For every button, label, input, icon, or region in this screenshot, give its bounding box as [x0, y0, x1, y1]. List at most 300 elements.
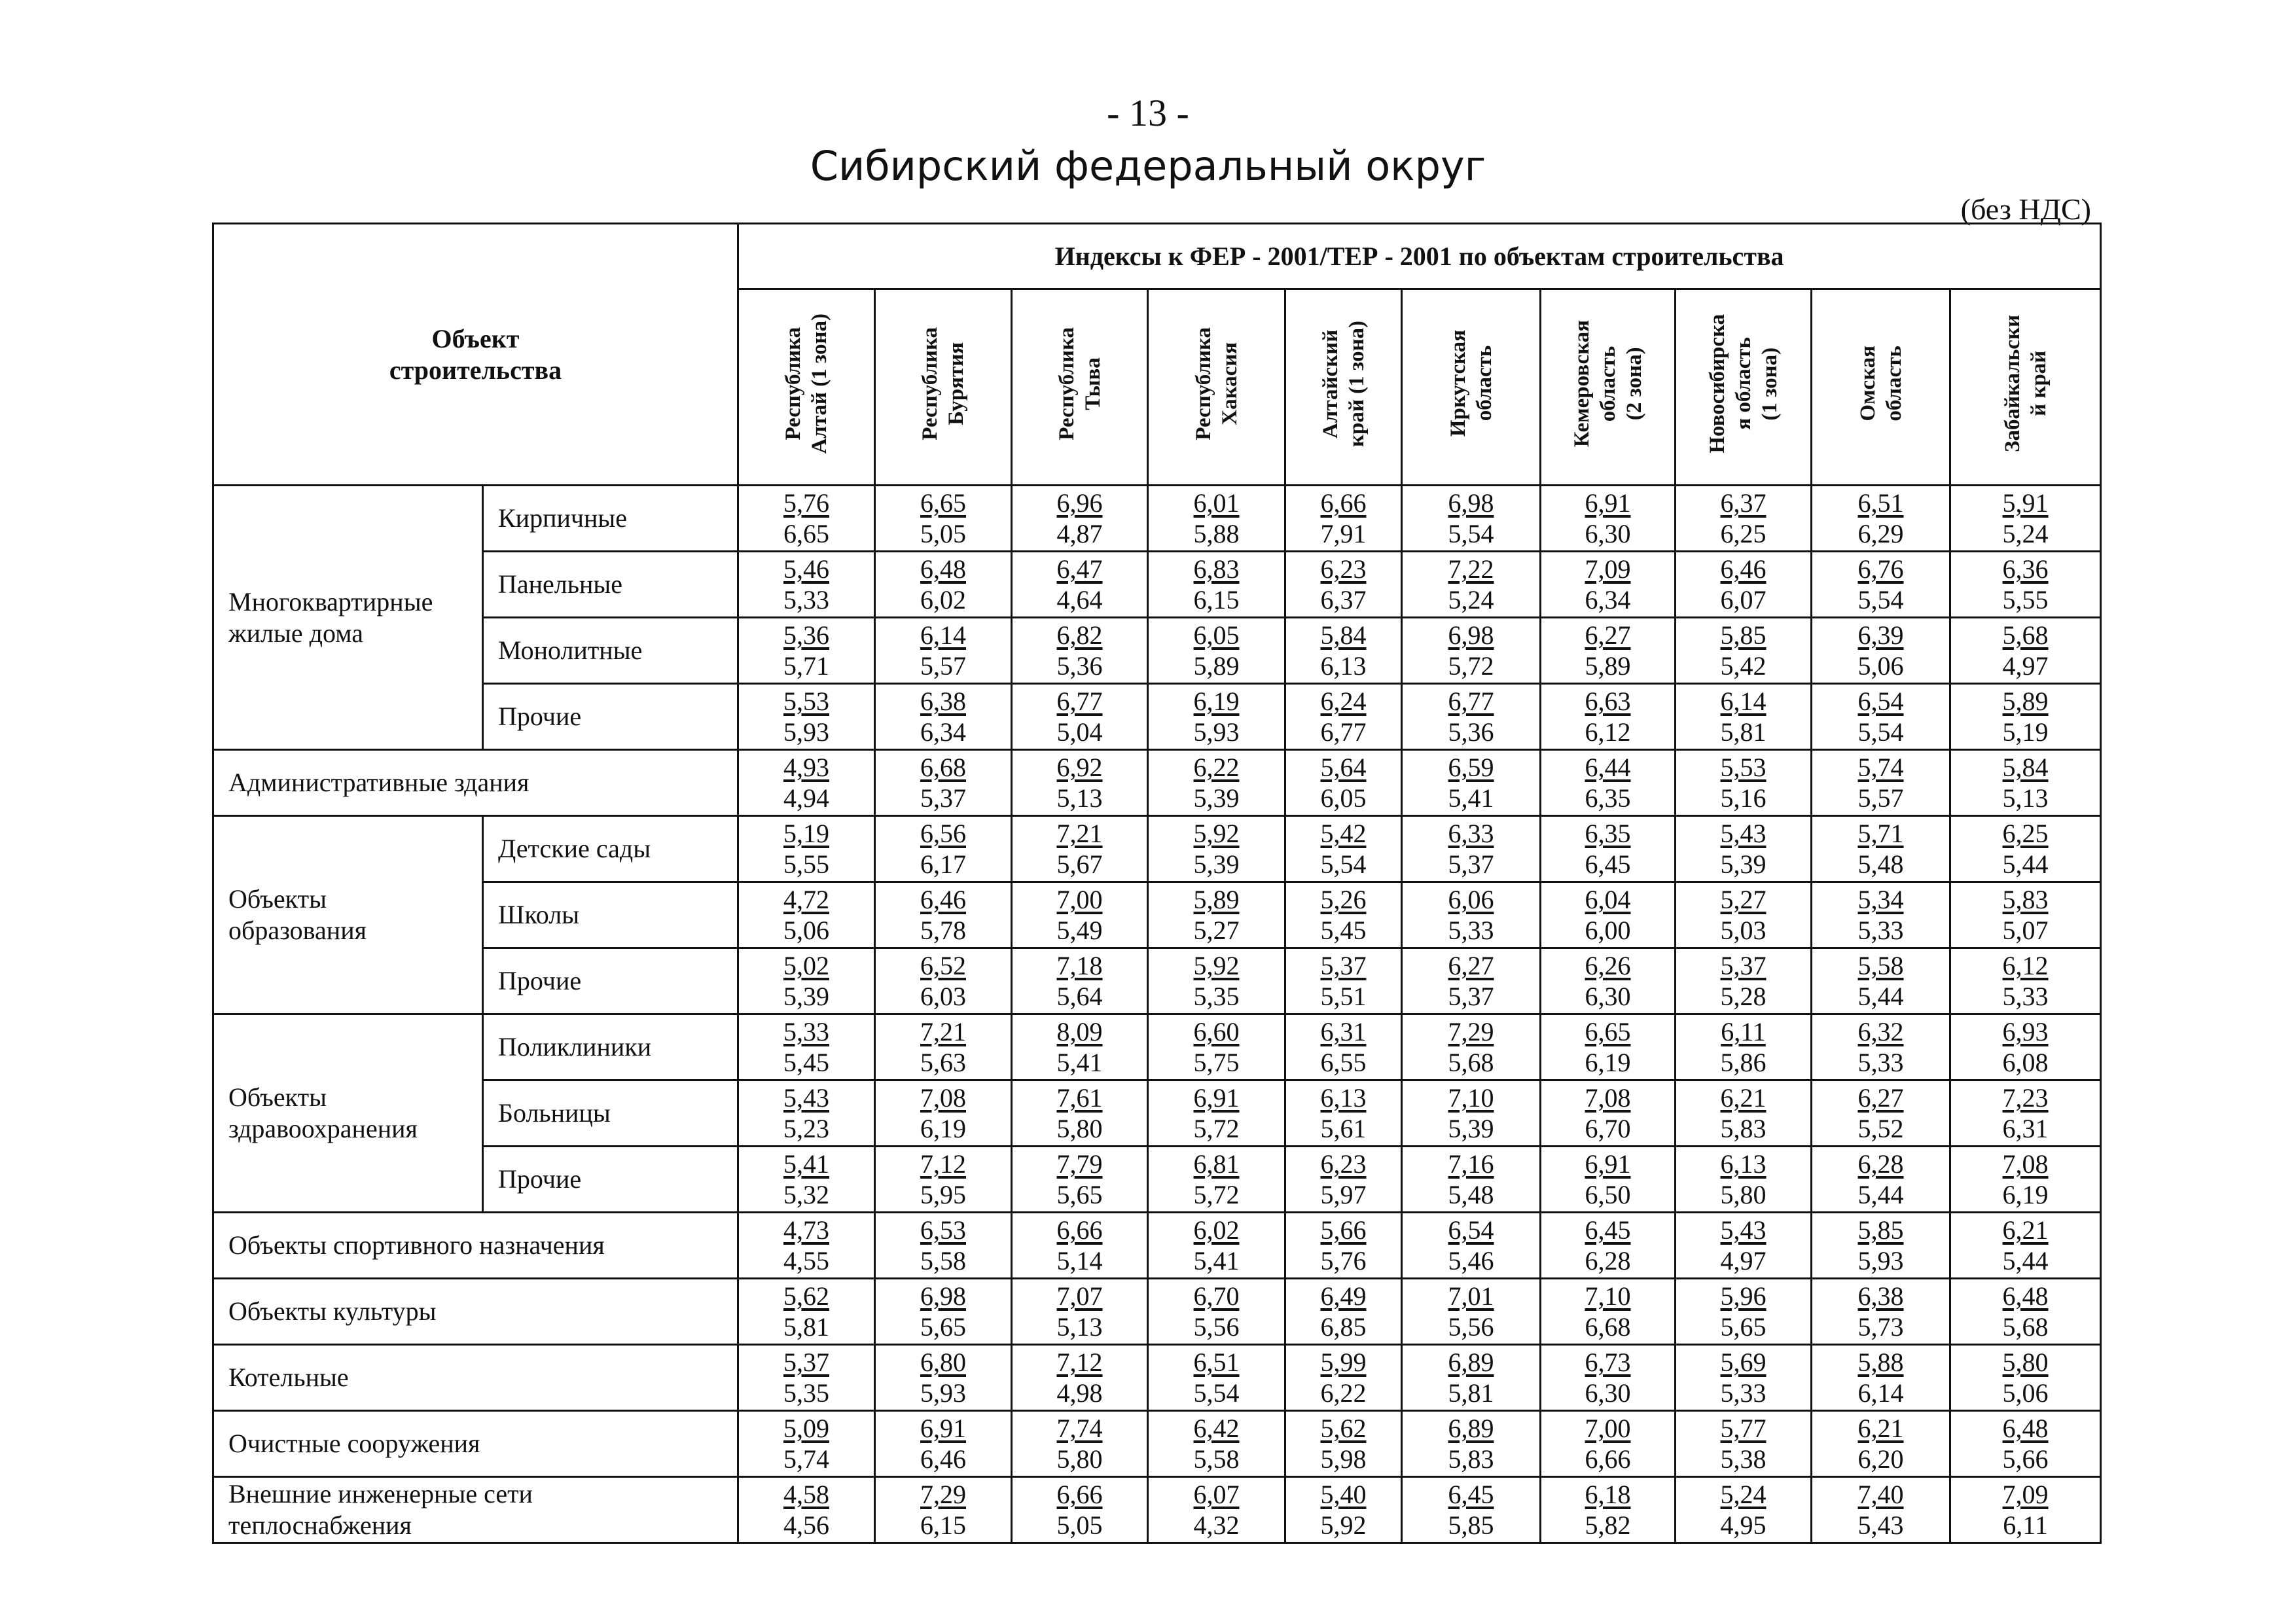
index-cell	[738, 1213, 875, 1279]
fer-index-value: 6,14	[1720, 687, 1767, 716]
fer-index-value: 6,36	[2002, 554, 2049, 584]
index-cell	[1402, 1213, 1541, 1279]
index-cell	[1012, 750, 1148, 816]
fer-index-value: 6,01	[1193, 488, 1240, 518]
ter-index-value: 5,06	[2002, 1378, 2049, 1408]
ter-index-value: 6,65	[783, 519, 829, 548]
fer-index-value: 6,96	[1056, 488, 1103, 518]
ter-index-value: 6,70	[1585, 1114, 1631, 1143]
ter-index-value: 5,24	[1448, 585, 1494, 615]
index-cell	[738, 684, 875, 750]
index-cell	[1541, 486, 1676, 552]
ter-index-value: 5,82	[1585, 1510, 1631, 1540]
fer-index-value: 4,58	[783, 1480, 829, 1509]
ter-index-value: 4,95	[1720, 1510, 1767, 1540]
ter-index-value: 5,81	[783, 1312, 829, 1342]
page-number: - 13 -	[1107, 92, 1189, 134]
fer-index-value: 7,09	[2002, 1480, 2049, 1509]
index-cell	[1402, 1411, 1541, 1477]
region-header-cell	[1950, 289, 2101, 486]
fer-index-value: 5,19	[783, 819, 829, 848]
fer-index-value: 6,33	[1448, 819, 1494, 848]
ter-index-value: 5,93	[1193, 717, 1240, 747]
ter-index-value: 5,37	[920, 783, 966, 813]
fer-index-value: 6,73	[1585, 1347, 1631, 1377]
fer-index-value: 6,91	[1193, 1083, 1240, 1113]
index-cell	[1148, 552, 1285, 618]
fer-index-value: 6,24	[1320, 687, 1367, 716]
ter-index-value: 5,55	[2002, 585, 2049, 615]
fer-index-value: 6,26	[1585, 951, 1631, 980]
category-cell: Объекты здравоохранения	[213, 1014, 483, 1213]
table-row	[213, 1014, 2101, 1080]
fer-index-value: 6,46	[920, 885, 966, 914]
fer-index-value: 6,65	[920, 488, 966, 518]
ter-index-value: 5,68	[1448, 1048, 1494, 1077]
fer-index-value: 6,59	[1448, 753, 1494, 782]
ter-index-value: 4,87	[1056, 519, 1103, 548]
fer-index-value: 5,58	[1857, 951, 1904, 980]
index-cell	[1148, 1345, 1285, 1411]
index-cell	[1402, 1080, 1541, 1147]
ter-index-value: 6,31	[2002, 1114, 2049, 1143]
ter-index-value: 5,39	[1193, 849, 1240, 879]
ter-index-value: 6,12	[1585, 717, 1631, 747]
index-cell	[1676, 1147, 1812, 1213]
index-cell	[1541, 1213, 1676, 1279]
fer-index-value: 5,43	[783, 1083, 829, 1113]
fer-index-value: 6,48	[920, 554, 966, 584]
category-cell: Объекты спортивного назначения	[213, 1213, 738, 1279]
index-cell	[1148, 1279, 1285, 1345]
ter-index-value: 5,97	[1320, 1180, 1367, 1209]
index-cell	[1148, 1477, 1285, 1543]
index-cell	[738, 618, 875, 684]
fer-index-value: 5,27	[1720, 885, 1767, 914]
index-cell	[738, 948, 875, 1014]
ter-index-value: 5,73	[1857, 1312, 1904, 1342]
region-name: Республика Тыва	[1054, 327, 1105, 440]
fer-index-value: 7,07	[1056, 1281, 1103, 1311]
fer-index-value: 6,07	[1193, 1480, 1240, 1509]
ter-index-value: 5,42	[1720, 651, 1767, 681]
index-cell	[1285, 684, 1402, 750]
fer-index-value: 6,51	[1857, 488, 1904, 518]
fer-index-value: 7,22	[1448, 554, 1494, 584]
index-table	[212, 223, 2102, 1544]
ter-index-value: 5,39	[783, 982, 829, 1011]
index-cell	[1012, 1014, 1148, 1080]
index-cell	[875, 882, 1012, 948]
ter-index-value: 5,92	[1320, 1510, 1367, 1540]
fer-index-value: 6,77	[1056, 687, 1103, 716]
header-row-top	[213, 224, 2101, 289]
fer-index-value: 6,56	[920, 819, 966, 848]
category-cell: Котельные	[213, 1345, 738, 1411]
fer-index-value: 5,68	[2002, 620, 2049, 650]
ter-index-value: 5,06	[783, 916, 829, 945]
fer-index-value: 6,81	[1193, 1149, 1240, 1179]
fer-index-value: 7,12	[1056, 1347, 1103, 1377]
fer-index-value: 6,28	[1857, 1149, 1904, 1179]
ter-index-value: 7,91	[1320, 519, 1367, 548]
index-cell	[1012, 1345, 1148, 1411]
index-cell	[1285, 1477, 1402, 1543]
index-cell	[1402, 684, 1541, 750]
fer-index-value: 5,64	[1320, 753, 1367, 782]
region-header-cell	[1285, 289, 1402, 486]
ter-index-value: 5,36	[1056, 651, 1103, 681]
ter-index-value: 6,15	[1193, 585, 1240, 615]
fer-index-value: 6,46	[1720, 554, 1767, 584]
index-cell	[1950, 1080, 2101, 1147]
index-cell	[1402, 882, 1541, 948]
fer-index-value: 6,98	[920, 1281, 966, 1311]
subcategory-cell: Прочие	[483, 948, 738, 1014]
fer-index-value: 6,60	[1193, 1017, 1240, 1046]
ter-index-value: 5,66	[2002, 1444, 2049, 1474]
ter-index-value: 5,33	[783, 585, 829, 615]
ter-index-value: 5,68	[2002, 1312, 2049, 1342]
ter-index-value: 6,19	[2002, 1180, 2049, 1209]
index-cell	[1402, 1147, 1541, 1213]
ter-index-value: 6,77	[1320, 717, 1367, 747]
index-cell	[1148, 486, 1285, 552]
index-cell	[1676, 1213, 1812, 1279]
fer-index-value: 4,93	[783, 753, 829, 782]
fer-index-value: 6,38	[1857, 1281, 1904, 1311]
index-cell	[1285, 1345, 1402, 1411]
table-row	[213, 1080, 2101, 1147]
index-cell	[1950, 618, 2101, 684]
fer-index-value: 5,33	[783, 1017, 829, 1046]
index-cell	[1950, 882, 2101, 948]
ter-index-value: 6,19	[920, 1114, 966, 1143]
ter-index-value: 4,97	[2002, 651, 2049, 681]
ter-index-value: 5,37	[1448, 849, 1494, 879]
ter-index-value: 6,34	[920, 717, 966, 747]
ter-index-value: 4,55	[783, 1246, 829, 1275]
fer-index-value: 6,11	[1721, 1017, 1766, 1046]
region-header-cell	[738, 289, 875, 486]
ter-index-value: 5,03	[1720, 916, 1767, 945]
ter-index-value: 6,02	[920, 585, 966, 615]
index-cell	[1676, 750, 1812, 816]
region-name: Республика Бурятия	[918, 327, 968, 440]
index-cell	[1676, 1080, 1812, 1147]
fer-index-value: 5,40	[1320, 1480, 1367, 1509]
ter-index-value: 5,57	[920, 651, 966, 681]
index-cell	[1148, 1014, 1285, 1080]
fer-index-value: 6,13	[1320, 1083, 1367, 1113]
fer-index-value: 6,93	[2002, 1017, 2049, 1046]
fer-index-value: 5,37	[1320, 951, 1367, 980]
fer-index-value: 5,99	[1320, 1347, 1367, 1377]
fer-index-value: 7,29	[1448, 1017, 1494, 1046]
ter-index-value: 5,24	[2002, 519, 2049, 548]
category-cell: Многоквартирные жилые дома	[213, 486, 483, 750]
ter-index-value: 5,83	[1448, 1444, 1494, 1474]
index-cell	[1812, 882, 1950, 948]
ter-index-value: 5,06	[1857, 651, 1904, 681]
subcategory-cell: Поликлиники	[483, 1014, 738, 1080]
fer-index-value: 6,31	[1320, 1017, 1367, 1046]
fer-index-value: 6,18	[1585, 1480, 1631, 1509]
index-cell	[1402, 552, 1541, 618]
fer-index-value: 6,05	[1193, 620, 1240, 650]
fer-index-value: 6,63	[1585, 687, 1631, 716]
fer-index-value: 6,98	[1448, 620, 1494, 650]
index-cell	[875, 1279, 1012, 1345]
fer-index-value: 6,70	[1193, 1281, 1240, 1311]
index-cell	[875, 1014, 1012, 1080]
category-cell: Объекты образования	[213, 816, 483, 1014]
ter-index-value: 5,78	[920, 916, 966, 945]
ter-index-value: 5,93	[783, 717, 829, 747]
ter-index-value: 5,05	[1056, 1510, 1103, 1540]
ter-index-value: 5,89	[1585, 651, 1631, 681]
subcategory-cell: Детские сады	[483, 816, 738, 882]
index-cell	[1541, 618, 1676, 684]
index-cell	[1148, 1411, 1285, 1477]
ter-index-value: 5,64	[1056, 982, 1103, 1011]
index-cell	[1950, 1147, 2101, 1213]
table-row	[213, 1147, 2101, 1213]
ter-index-value: 5,44	[2002, 849, 2049, 879]
index-cell	[1950, 1477, 2101, 1543]
fer-index-value: 6,91	[1585, 488, 1631, 518]
indices-header: Индексы к ФЕР - 2001/ТЕР - 2001 по объектам строительства	[738, 224, 2101, 289]
fer-index-value: 4,73	[783, 1215, 829, 1245]
region-name: Иркутская область	[1446, 330, 1496, 437]
index-cell	[1541, 948, 1676, 1014]
ter-index-value: 5,16	[1720, 783, 1767, 813]
index-cell	[738, 1080, 875, 1147]
index-cell	[1012, 618, 1148, 684]
ter-index-value: 4,94	[783, 783, 829, 813]
index-cell	[738, 816, 875, 882]
ter-index-value: 5,33	[1857, 916, 1904, 945]
ter-index-value: 6,11	[2003, 1510, 2048, 1540]
index-cell	[1541, 1411, 1676, 1477]
object-header	[213, 224, 738, 486]
fer-index-value: 5,96	[1720, 1281, 1767, 1311]
index-cell	[875, 816, 1012, 882]
ter-index-value: 5,93	[1857, 1246, 1904, 1275]
subcategory-cell: Кирпичные	[483, 486, 738, 552]
index-cell	[875, 750, 1012, 816]
index-cell	[1950, 1411, 2101, 1477]
region-name: Алтайский край (1 зона)	[1318, 320, 1369, 447]
ter-index-value: 5,58	[920, 1246, 966, 1275]
index-cell	[1812, 1279, 1950, 1345]
index-cell	[1812, 1213, 1950, 1279]
region-header-cell	[1012, 289, 1148, 486]
fer-index-value: 6,27	[1448, 951, 1494, 980]
ter-index-value: 5,23	[783, 1114, 829, 1143]
fer-index-value: 6,04	[1585, 885, 1631, 914]
index-cell	[1012, 1147, 1148, 1213]
index-cell	[1148, 1080, 1285, 1147]
ter-index-value: 6,07	[1720, 585, 1767, 615]
ter-index-value: 5,33	[2002, 982, 2049, 1011]
index-cell	[1148, 948, 1285, 1014]
region-header-cell	[1148, 289, 1285, 486]
table-row	[213, 1279, 2101, 1345]
ter-index-value: 5,89	[1193, 651, 1240, 681]
ter-index-value: 5,55	[783, 849, 829, 879]
index-cell	[1402, 486, 1541, 552]
index-cell	[875, 618, 1012, 684]
ter-index-value: 5,44	[2002, 1246, 2049, 1275]
index-cell	[875, 486, 1012, 552]
index-cell	[1541, 684, 1676, 750]
subcategory-cell: Школы	[483, 882, 738, 948]
ter-index-value: 6,29	[1857, 519, 1904, 548]
index-cell	[1148, 882, 1285, 948]
fer-index-value: 6,48	[2002, 1281, 2049, 1311]
fer-index-value: 6,44	[1585, 753, 1631, 782]
index-cell	[1676, 618, 1812, 684]
index-cell	[1541, 750, 1676, 816]
ter-index-value: 5,72	[1448, 651, 1494, 681]
fer-index-value: 7,21	[1056, 819, 1103, 848]
ter-index-value: 6,28	[1585, 1246, 1631, 1275]
ter-index-value: 4,64	[1056, 585, 1103, 615]
ter-index-value: 5,81	[1720, 717, 1767, 747]
fer-index-value: 6,25	[2002, 819, 2049, 848]
ter-index-value: 5,13	[1056, 1312, 1103, 1342]
ter-index-value: 6,19	[1585, 1048, 1631, 1077]
ter-index-value: 6,34	[1585, 585, 1631, 615]
fer-index-value: 5,83	[2002, 885, 2049, 914]
index-cell	[738, 1279, 875, 1345]
ter-index-value: 5,28	[1720, 982, 1767, 1011]
ter-index-value: 6,30	[1585, 519, 1631, 548]
index-cell	[1950, 684, 2101, 750]
fer-index-value: 6,13	[1720, 1149, 1767, 1179]
subcategory-cell: Монолитные	[483, 618, 738, 684]
index-cell	[1950, 552, 2101, 618]
ter-index-value: 5,63	[920, 1048, 966, 1077]
index-cell	[1541, 816, 1676, 882]
region-header-cell	[1676, 289, 1812, 486]
ter-index-value: 6,30	[1585, 1378, 1631, 1408]
fer-index-value: 6,82	[1056, 620, 1103, 650]
ter-index-value: 5,13	[1056, 783, 1103, 813]
ter-index-value: 5,67	[1056, 849, 1103, 879]
index-cell	[1812, 486, 1950, 552]
index-cell	[875, 1080, 1012, 1147]
fer-index-value: 6,83	[1193, 554, 1240, 584]
fer-index-value: 6,39	[1857, 620, 1904, 650]
index-cell	[1402, 816, 1541, 882]
ter-index-value: 5,48	[1857, 849, 1904, 879]
ter-index-value: 4,56	[783, 1510, 829, 1540]
index-cell	[738, 1477, 875, 1543]
fer-index-value: 6,66	[1056, 1480, 1103, 1509]
index-cell	[1012, 948, 1148, 1014]
fer-index-value: 7,16	[1448, 1149, 1494, 1179]
table-row	[213, 618, 2101, 684]
index-cell	[1676, 1477, 1812, 1543]
fer-index-value: 5,66	[1320, 1215, 1367, 1245]
index-cell	[1541, 1147, 1676, 1213]
index-cell	[1012, 1279, 1148, 1345]
index-cell	[1676, 948, 1812, 1014]
index-cell	[1541, 1279, 1676, 1345]
index-cell	[875, 1411, 1012, 1477]
ter-index-value: 6,20	[1857, 1444, 1904, 1474]
subcategory-cell: Прочие	[483, 1147, 738, 1213]
index-cell	[1285, 486, 1402, 552]
fer-index-value: 6,02	[1193, 1215, 1240, 1245]
index-cell	[1012, 1213, 1148, 1279]
table-row	[213, 552, 2101, 618]
fer-index-value: 5,85	[1720, 620, 1767, 650]
region-name: Забайкальски й край	[2000, 315, 2051, 452]
fer-index-value: 6,27	[1857, 1083, 1904, 1113]
table-body	[213, 486, 2101, 1543]
index-cell	[1950, 1213, 2101, 1279]
ter-index-value: 5,54	[1448, 519, 1494, 548]
fer-index-value: 5,43	[1720, 1215, 1767, 1245]
fer-index-value: 7,01	[1448, 1281, 1494, 1311]
ter-index-value: 6,05	[1320, 783, 1367, 813]
ter-index-value: 5,56	[1193, 1312, 1240, 1342]
fer-index-value: 5,09	[783, 1414, 829, 1443]
fer-index-value: 5,26	[1320, 885, 1367, 914]
category-cell: Очистные сооружения	[213, 1411, 738, 1477]
ter-index-value: 5,19	[2002, 717, 2049, 747]
ter-index-value: 5,65	[920, 1312, 966, 1342]
fer-index-value: 5,62	[1320, 1414, 1367, 1443]
ter-index-value: 5,44	[1857, 1180, 1904, 1209]
ter-index-value: 5,58	[1193, 1444, 1240, 1474]
ter-index-value: 5,74	[783, 1444, 829, 1474]
ter-index-value: 5,72	[1193, 1180, 1240, 1209]
fer-index-value: 4,72	[783, 885, 829, 914]
fer-index-value: 5,43	[1720, 819, 1767, 848]
fer-index-value: 7,08	[2002, 1149, 2049, 1179]
ter-index-value: 5,41	[1056, 1048, 1103, 1077]
fer-index-value: 7,10	[1585, 1281, 1631, 1311]
ter-index-value: 5,54	[1857, 717, 1904, 747]
index-cell	[1950, 486, 2101, 552]
ter-index-value: 5,95	[920, 1180, 966, 1209]
index-cell	[875, 1213, 1012, 1279]
fer-index-value: 5,02	[783, 951, 829, 980]
fer-index-value: 7,09	[1585, 554, 1631, 584]
fer-index-value: 6,45	[1448, 1480, 1494, 1509]
fer-index-value: 7,10	[1448, 1083, 1494, 1113]
region-name: Кемеровская область (2 зона)	[1570, 319, 1646, 448]
ter-index-value: 5,88	[1193, 519, 1240, 548]
fer-index-value: 7,74	[1056, 1414, 1103, 1443]
ter-index-value: 6,50	[1585, 1180, 1631, 1209]
index-cell	[1012, 1411, 1148, 1477]
ter-index-value: 4,97	[1720, 1246, 1767, 1275]
table-row	[213, 684, 2101, 750]
fer-index-value: 6,06	[1448, 885, 1494, 914]
index-cell	[1812, 1147, 1950, 1213]
index-cell	[1402, 948, 1541, 1014]
ter-index-value: 5,33	[1720, 1378, 1767, 1408]
index-cell	[1812, 750, 1950, 816]
ter-index-value: 6,17	[920, 849, 966, 879]
index-cell	[1012, 552, 1148, 618]
index-cell	[1012, 1477, 1148, 1543]
